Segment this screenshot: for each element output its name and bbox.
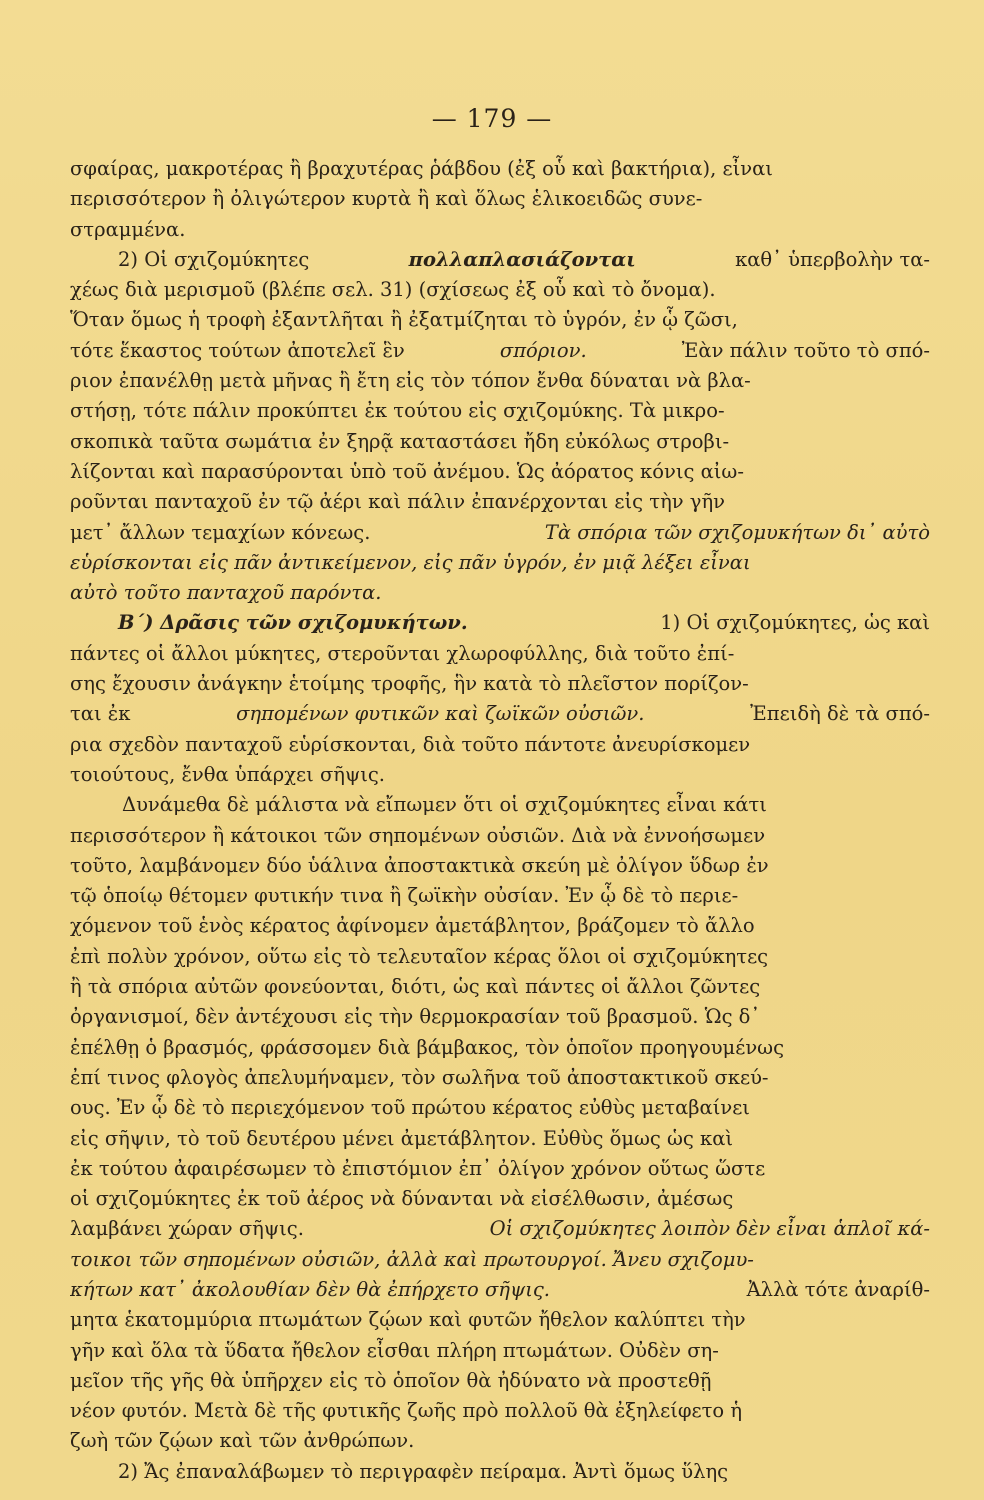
text-line: περισσότερον ἢ κάτοικοι τῶν σηπομένων οὐσιῶν. Διὰ νὰ ἐννοήσωμεν — [70, 823, 766, 847]
text-line: χέως διὰ μερισμοῦ (βλέπε σελ. 31) (σχίσεως ἐξ οὗ καὶ τὸ ὄνομα). — [70, 278, 716, 302]
text-line: μητα ἑκατομμύρια πτωμάτων ζῴων καὶ φυτῶν ἤθελον καλύπτει τὴν — [70, 1308, 746, 1332]
text-line: ται ἐκ σηπομένων φυτικῶν καὶ ζωϊκῶν οὐσιῶν. Ἐπειδὴ δὲ τὰ σπό- — [70, 699, 930, 729]
text-line: τοῦτο, λαμβάνομεν δύο ὑάλινα ἀποστακτικὰ σκεύη μὲ ὀλίγον ὕδωρ ἐν — [70, 853, 769, 877]
text-line: περισσότερον ἢ ὀλιγώτερον κυρτὰ ἢ καὶ ὅλως ἑλικοειδῶς συνε- — [70, 187, 703, 211]
text-line: Β΄) Δρᾶσις τῶν σχιζομυκήτων. 1) Οἱ σχιζομύκητες, ὡς καὶ — [70, 608, 930, 638]
text-line: ἐπέλθῃ ὁ βρασμός, φράσσομεν διὰ βάμβακος, τὸν ὁποῖον προηγουμένως — [70, 1035, 784, 1059]
text-line: σκοπικὰ ταῦτα σωμάτια ἐν ξηρᾷ καταστάσει ἤδη εὐκόλως στροβι- — [70, 429, 730, 453]
text-line: 2) Οἱ σχιζομύκητες πολλαπλασιάζονται καθ᾽ ὑπερβολὴν τα- — [70, 245, 930, 275]
text-line: ρια σχεδὸν πανταχοῦ εὑρίσκονται, διὰ τοῦτο πάντοτε ἀνευρίσκομεν — [70, 732, 751, 756]
text-line: σης ἔχουσιν ἀνάγκην ἑτοίμης τροφῆς, ἣν κατὰ τὸ πλεῖστον πορίζον- — [70, 672, 749, 696]
text-line: ροῦνται πανταχοῦ ἐν τῷ ἀέρι καὶ πάλιν ἐπανέρχονται εἰς τὴν γῆν — [70, 490, 726, 514]
text-line: τότε ἕκαστος τούτων ἀποτελεῖ ἓν σπόριον. Ἐὰν πάλιν τοῦτο τὸ σπό- — [70, 336, 930, 366]
italic-sentence: Οἱ σχιζομύκητες λοιπὸν δὲν εἶναι ἁπλοῖ κά- — [489, 1217, 930, 1241]
text-line: χόμενον τοῦ ἑνὸς κέρατος ἀφίνομεν ἀμετάβλητον, βράζομεν τὸ ἄλλο — [70, 914, 755, 938]
text-line: ριον ἐπανέλθῃ μετὰ μῆνας ἢ ἔτη εἰς τὸν τόπον ἔνθα δύναται νὰ βλα- — [70, 369, 751, 393]
text-line: πάντες οἱ ἄλλοι μύκητες, στεροῦνται χλωροφύλλης, διὰ τοῦτο ἐπί- — [70, 641, 735, 665]
text-line: λίζονται καὶ παρασύρονται ὑπὸ τοῦ ἀνέμου. Ὡς ἀόρατος κόνις αἰω- — [70, 459, 744, 483]
text-line: εὑρίσκονται εἰς πᾶν ἀντικείμενον, εἰς πᾶν ὑγρόν, ἐν μιᾷ λέξει εἶναι — [70, 550, 751, 574]
text-line: αὐτὸ τοῦτο πανταχοῦ παρόντα. — [70, 581, 382, 605]
text-line: μεῖον τῆς γῆς θὰ ὑπῆρχεν εἰς τὸ ὁποῖον θὰ ἠδύνατο νὰ προστεθῇ — [70, 1368, 712, 1392]
section-heading: Β΄) Δρᾶσις τῶν σχιζομυκήτων. — [118, 611, 468, 635]
bold-term: πολλαπλασιάζονται — [408, 247, 636, 271]
text-line: ἐκ τούτου ἀφαιρέσωμεν τὸ ἐπιστόμιον ἐπ᾽ ὀλίγον χρόνον οὕτως ὥστε — [70, 1156, 766, 1180]
text-line: τῷ ὁποίῳ θέτομεν φυτικήν τινα ἢ ζωϊκὴν οὐσίαν. Ἐν ᾧ δὲ τὸ περιε- — [70, 884, 739, 908]
text-line: κήτων κατ᾽ ἀκολουθίαν δὲν θὰ ἐπήρχετο σῆψις. Ἀλλὰ τότε ἀναρίθ- — [70, 1275, 930, 1305]
text-line: οἱ σχιζομύκητες ἐκ τοῦ ἀέρος νὰ δύνανται νὰ εἰσέλθωσιν, ἀμέσως — [70, 1187, 734, 1211]
text-line: λαμβάνει χώραν σῆψις. Οἱ σχιζομύκητες λοιπὸν δὲν εἶναι ἁπλοῖ κά- — [70, 1214, 930, 1244]
italic-term: σηπομένων φυτικῶν καὶ ζωϊκῶν οὐσιῶν. — [236, 702, 645, 726]
text-line: στήσῃ, τότε πάλιν προκύπτει ἐκ τούτου εἰς σχιζομύκης. Τὰ μικρο- — [70, 399, 725, 423]
text-line: 2) Ἄς ἐπαναλάβωμεν τὸ περιγραφὲν πείραμα. Ἀντὶ ὅμως ὕλης — [118, 1459, 729, 1483]
italic-term: σπόριον. — [499, 338, 587, 362]
text-line: Δυνάμεθα δὲ μάλιστα νὰ εἴπωμεν ὅτι οἱ σχιζομύκητες εἶναι κάτι — [122, 793, 767, 817]
text-line: ἐπί τινος φλογὸς ἀπελυμήναμεν, τὸν σωλῆνα τοῦ ἀποστακτικοῦ σκεύ- — [70, 1065, 769, 1089]
text-line: στραμμένα. — [70, 217, 186, 241]
text-line: ους. Ἐν ᾧ δὲ τὸ περιεχόμενον τοῦ πρώτου κέρατος εὐθὺς μεταβαίνει — [70, 1096, 750, 1120]
text-line: γῆν καὶ ὅλα τὰ ὕδατα ἤθελον εἶσθαι πλήρη πτωμάτων. Οὐδὲν ση- — [70, 1338, 719, 1362]
text-line: εἰς σῆψιν, τὸ τοῦ δευτέρου μένει ἀμετάβλητον. Εὐθὺς ὅμως ὡς καὶ — [70, 1126, 734, 1150]
text-line: σφαίρας, μακροτέρας ἢ βραχυτέρας ῥάβδου (ἐξ οὗ καὶ βακτήρια), εἶναι — [70, 157, 773, 180]
text-line: τοιούτους, ἔνθα ὑπάρχει σῆψις. — [70, 762, 386, 786]
text-line: νέον φυτόν. Μετὰ δὲ τῆς φυτικῆς ζωῆς πρὸ πολλοῦ θὰ ἐξηλείφετο ἡ — [70, 1399, 743, 1423]
text-line: ἐπὶ πολὺν χρόνον, οὕτω εἰς τὸ τελευταῖον κέρας ὅλοι οἱ σχιζομύκητες — [70, 944, 769, 968]
text-line: τοικοι τῶν σηπομένων οὐσιῶν, ἀλλὰ καὶ πρωτουργοί. Ἄνευ σχιζομυ- — [70, 1247, 754, 1271]
page-number: — 179 — — [431, 104, 553, 133]
body-text — [70, 154, 930, 1487]
italic-sentence: Τὰ σπόρια τῶν σχιζομυκήτων δι᾽ αὐτὸ — [544, 520, 930, 544]
text-line: ἢ τὰ σπόρια αὐτῶν φονεύονται, διότι, ὡς καὶ πάντες οἱ ἄλλοι ζῶντες — [70, 975, 761, 999]
text-line: Ὅταν ὅμως ἡ τροφὴ ἐξαντλῆται ἢ ἐξατμίζηται τὸ ὑγρόν, ἐν ᾧ ζῶσι, — [70, 308, 738, 332]
italic-sentence: κήτων κατ᾽ ἀκολουθίαν δὲν θὰ ἐπήρχετο σῆψις. — [70, 1277, 551, 1301]
text-line: μετ᾽ ἄλλων τεμαχίων κόνεως. Τὰ σπόρια τῶν σχιζομυκήτων δι᾽ αὐτὸ — [70, 518, 930, 548]
text-line: ὀργανισμοί, δὲν ἀντέχουσι εἰς τὴν θερμοκρασίαν τοῦ βρασμοῦ. Ὡς δ᾽ — [70, 1005, 761, 1029]
text-line: ζωὴ τῶν ζῴων καὶ τῶν ἀνθρώπων. — [70, 1429, 415, 1453]
